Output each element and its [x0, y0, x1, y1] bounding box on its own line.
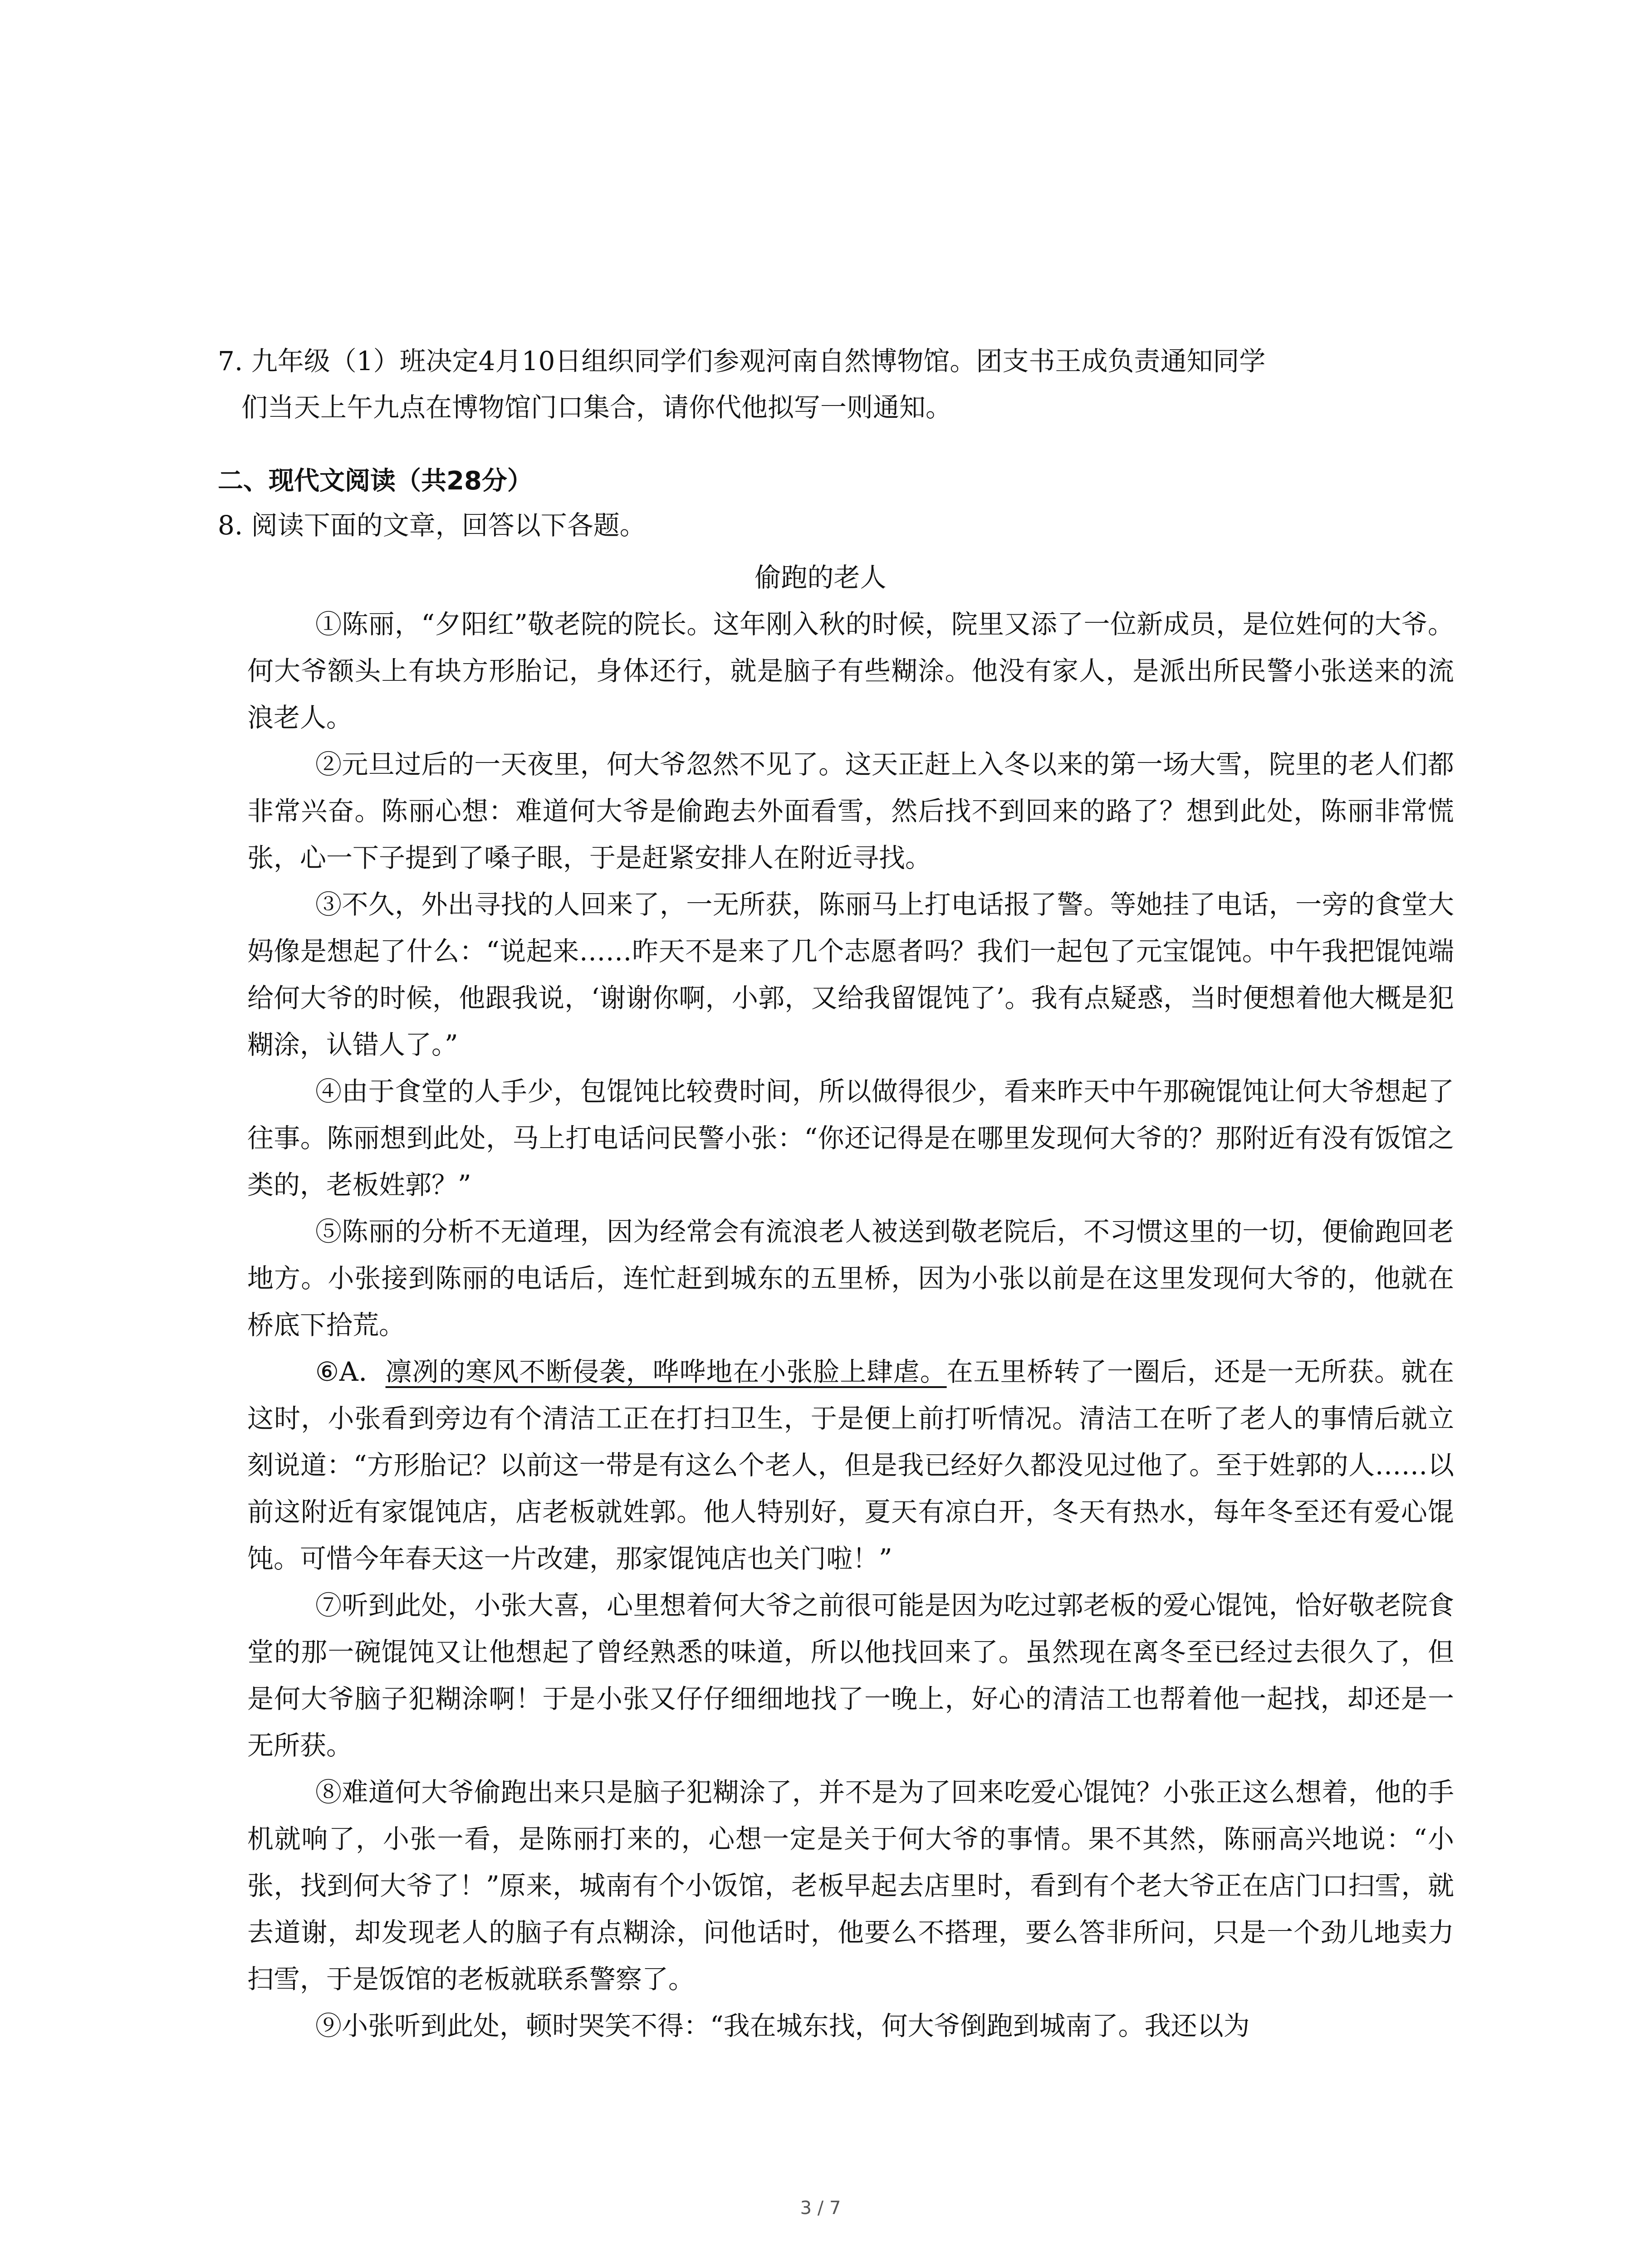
- article-paragraph-6: [247, 1349, 1454, 1582]
- article-title: 偷跑的老人: [754, 562, 887, 593]
- question-8-prompt: 8. 阅读下面的文章，回答以下各题。: [218, 510, 646, 541]
- article-paragraph-4: ④由于食堂的人手少，包馄饨比较费时间，所以做得很少，看来昨天中午那碗馄饨让何大爷想起了往事。陈丽想到此处，马上打电话问民警小张：“你还记得是在哪里发现何大爷的？那附近有没有饭馆之类的，老板姓郭？”: [247, 1076, 1454, 1200]
- question-7: [218, 338, 1425, 430]
- article-paragraph-8: ⑧难道何大爷偷跑出来只是脑子犯糊涂了，并不是为了回来吃爱心馄饨？小张正这么想着，他的手机就响了，小张一看，是陈丽打来的，心想一定是关于何大爷的事情。果不其然，陈丽高兴地说：“小张，找到何大爷了！”原来，城南有个小饭馆，老板早起去店里时，看到有个老大爷正在店门口扫雪，就去道谢，却发现老人的脑子有点糊涂，问他话时，他要么不搭理，要么答非所问，只是一个劲儿地卖力扫雪，于是饭馆的老板就联系警察了。: [247, 1777, 1454, 1994]
- page-number: 3 / 7: [800, 2198, 841, 2219]
- article-paragraph-3: ③不久，外出寻找的人回来了，一无所获，陈丽马上打电话报了警。等她挂了电话，一旁的食堂大妈像是想起了什么：“说起来……昨天不是来了几个志愿者吗？我们一起包了元宝馄饨。中午我把馄饨端给何大爷的时候，他跟我说，‘谢谢你啊，小郭，又给我留馄饨了’。我有点疑惑，当时便想着他大概是犯糊涂，认错人了。”: [247, 889, 1454, 1060]
- article-paragraph-9: ⑨小张听到此处，顿时哭笑不得：“我在城东找，何大爷倒跑到城南了。我还以为: [315, 2010, 1250, 2041]
- article-paragraph-2: ②元旦过后的一天夜里，何大爷忽然不见了。这天正赶上入冬以来的第一场大雪，院里的老人们都非常兴奋。陈丽心想：难道何大爷是偷跑去外面看雪，然后找不到回来的路了？想到此处，陈丽非常慌张，心一下子提到了嗓子眼，于是赶紧安排人在附近寻找。: [247, 749, 1454, 873]
- section-heading-modern-reading: 二、现代文阅读（共28分）: [218, 466, 533, 496]
- article-paragraph-5: ⑤陈丽的分析不无道理，因为经常会有流浪老人被送到敬老院后，不习惯这里的一切，便偷跑回老地方。小张接到陈丽的电话后，连忙赶到城东的五里桥，因为小张以前是在这里发现何大爷的，他就在桥底下拾荒。: [247, 1216, 1454, 1340]
- article-paragraph-7: ⑦听到此处，小张大喜，心里想着何大爷之前很可能是因为吃过郭老板的爱心馄饨，恰好敬老院食堂的那一碗馄饨又让他想起了曾经熟悉的味道，所以他找回来了。虽然现在离冬至已经过去很久了，但是何大爷脑子犯糊涂啊！于是小张又仔仔细细地找了一晚上，好心的清洁工也帮着他一起找，却还是一无所获。: [247, 1590, 1454, 1761]
- article-body: [247, 601, 1454, 2049]
- underlined-sentence-a: 凛冽的寒风不断侵袭，哗哗地在小张脸上肆虐。: [385, 1356, 947, 1387]
- paragraph-6-marker: ⑥A．: [315, 1356, 386, 1387]
- question-7-line-2: 们当天上午九点在博物馆门口集合，请你代他拟写一则通知。: [241, 392, 952, 423]
- paragraph-6-text: 在五里桥转了一圈后，还是一无所获。就在这时，小张看到旁边有个清洁工正在打扫卫生，于是便上前打听情况。清洁工在听了老人的事情后就立刻说道：“方形胎记？以前这一带是有这么个老人，但是我已经好久都没见过他了。至于姓郭的人……以前这附近有家馄饨店，店老板就姓郭。他人特别好，夏天有凉白开，冬天有热水，每年冬至还有爱心馄饨。可惜今年春天这一片改建，那家馄饨店也关门啦！”: [247, 1356, 1454, 1574]
- article-paragraph-1: ①陈丽，“夕阳红”敬老院的院长。这年刚入秋的时候，院里又添了一位新成员，是位姓何的大爷。何大爷额头上有块方形胎记，身体还行，就是脑子有些糊涂。他没有家人，是派出所民警小张送来的流浪老人。: [247, 609, 1454, 733]
- question-7-line-1: 7. 九年级（1）班决定4月10日组织同学们参观河南自然博物馆。团支书王成负责通知同学: [218, 346, 1266, 376]
